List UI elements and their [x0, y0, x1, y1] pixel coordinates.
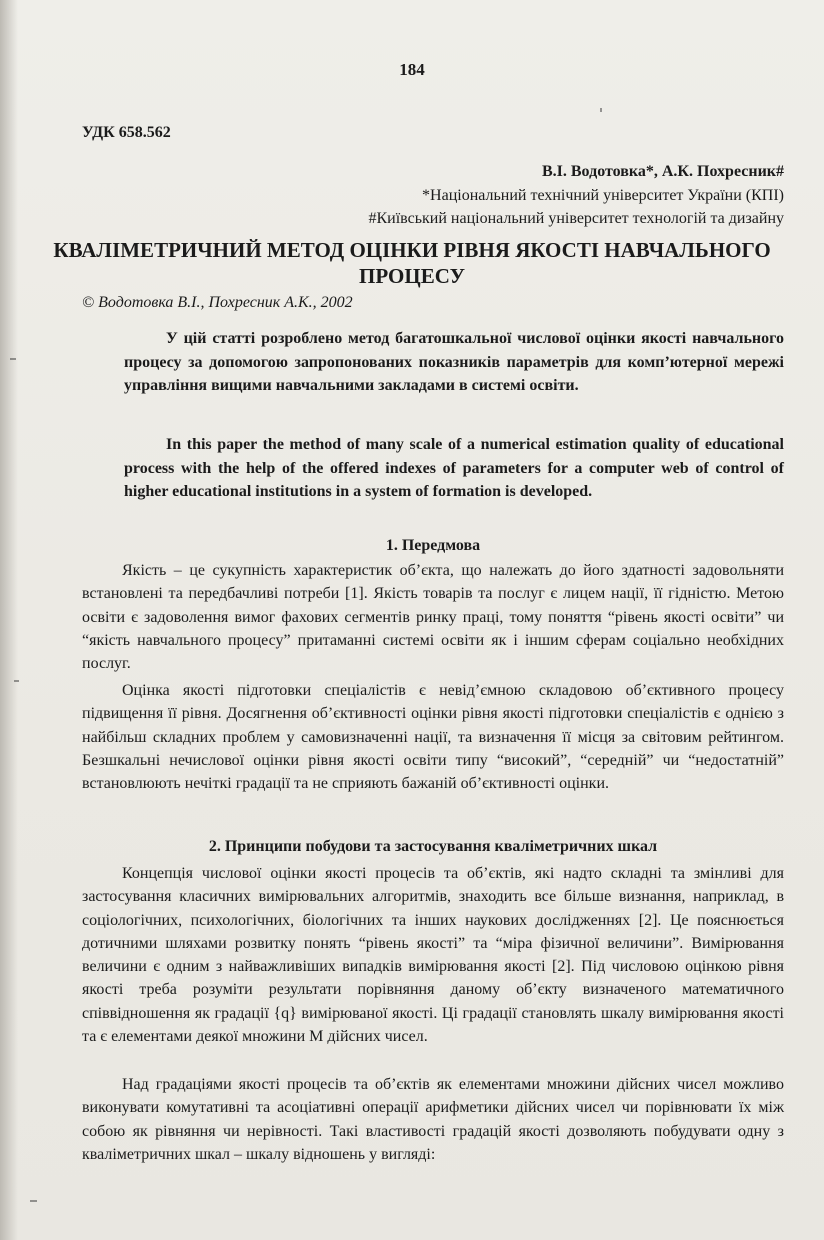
- section-2-paragraph-2: Над градаціями якості процесів та об’єктів як елементами множини дійсних чисел можливо виконувати комутативні та асоціативні операції арифметики дійсних чисел чи порівнювати їх між собою як рівняння чи нерівності. Такі властивості градацій якості дозволяють побудувати одну з кваліметричних шкал – шкалу відношень у вигляді:: [82, 1076, 784, 1163]
- article-title: КВАЛІМЕТРИЧНИЙ МЕТОД ОЦІНКИ РІВНЯ ЯКОСТІ НАВЧАЛЬНОГО ПРОЦЕСУ: [53, 238, 771, 288]
- abstract-ukrainian: У цій статті розроблено метод багатошкальної числової оцінки якості навчального процесу за допомогою запропонованих показників параметрів для комп’ютерної мережі управління вищими навчальними закладами в системі освіти.: [124, 330, 784, 394]
- section-1-paragraph-2: Оцінка якості підготовки спеціалістів є невід’ємною складовою об’єктивного процесу підвищення її рівня. Досягнення об’єктивності оцінки рівня якості підготовки спеціалістів є однією з найбільш складних проблем у самовизначенні нації, та визначення її місця за світовим рейтингом. Безшкальні нечислової оцінки рівня якості освіти типу “високий”, “середній” чи “недостатній” встановлюють нечіткі градації та не сприяють бажаній об’єктивності оцінки.: [82, 682, 784, 793]
- authors: В.І. Водотовка*, А.К. Похресник#: [541, 163, 784, 180]
- affiliation-1: *Національний технічний університет України (КПІ): [422, 187, 784, 204]
- page-number: 184: [399, 60, 425, 79]
- abstract-english: In this paper the method of many scale of a numerical estimation quality of educational process with the help of the offered indexes of parameters for a computer web of control of higher educational institutions in a system of formation is developed.: [124, 436, 784, 500]
- section-2-paragraph-1: Концепція числової оцінки якості процесів та об’єктів, які надто складні та змінливі для застосування класичних вимірювальних алгоритмів, знаходить все більше визнання, наприклад, в соціологічних, психологічних, біологічних та інших наукових дослідженнях [2]. Це пояснюється дотичними шляхами розвитку понять “рівень якості” та “міра фізичної величини”. Вимірювання величини є одним з найважливіших випадків вимірювання якості [2]. Під числовою оцінкою рівня якості треба розуміти результати порівняння даному об’єкту визначеного математичного співвідношення як градації {q} вимірюваної якості. Ці градації становлять шкалу вимірювання якості та є елементами деякої множини М дійсних чисел.: [82, 865, 784, 1046]
- section-1-heading: 1. Передмова: [385, 537, 481, 554]
- affiliation-2: #Київський національний університет технологій та дизайну: [368, 210, 784, 227]
- section-2-heading: 2. Принципи побудови та застосування кваліметричних шкал: [208, 838, 658, 855]
- udk-code: УДК 658.562: [82, 124, 171, 141]
- section-1-paragraph-1: Якість – це сукупність характеристик об’єкта, що належать до його здатності задовольняти встановлені та передбачливі потреби [1]. Якість товарів та послуг є лицем нації, її гідністю. Метою освіти є задоволення вимог фахових сегментів ринку праці, тому поняття “рівень якості освіти” чи “якість навчального процесу” притаманні системі освіти як і іншим сферам соціально необхідних послуг.: [82, 562, 784, 673]
- scan-edge-shadow: [0, 0, 18, 1240]
- copyright-line: © Водотовка В.І., Похресник А.К., 2002: [82, 294, 353, 311]
